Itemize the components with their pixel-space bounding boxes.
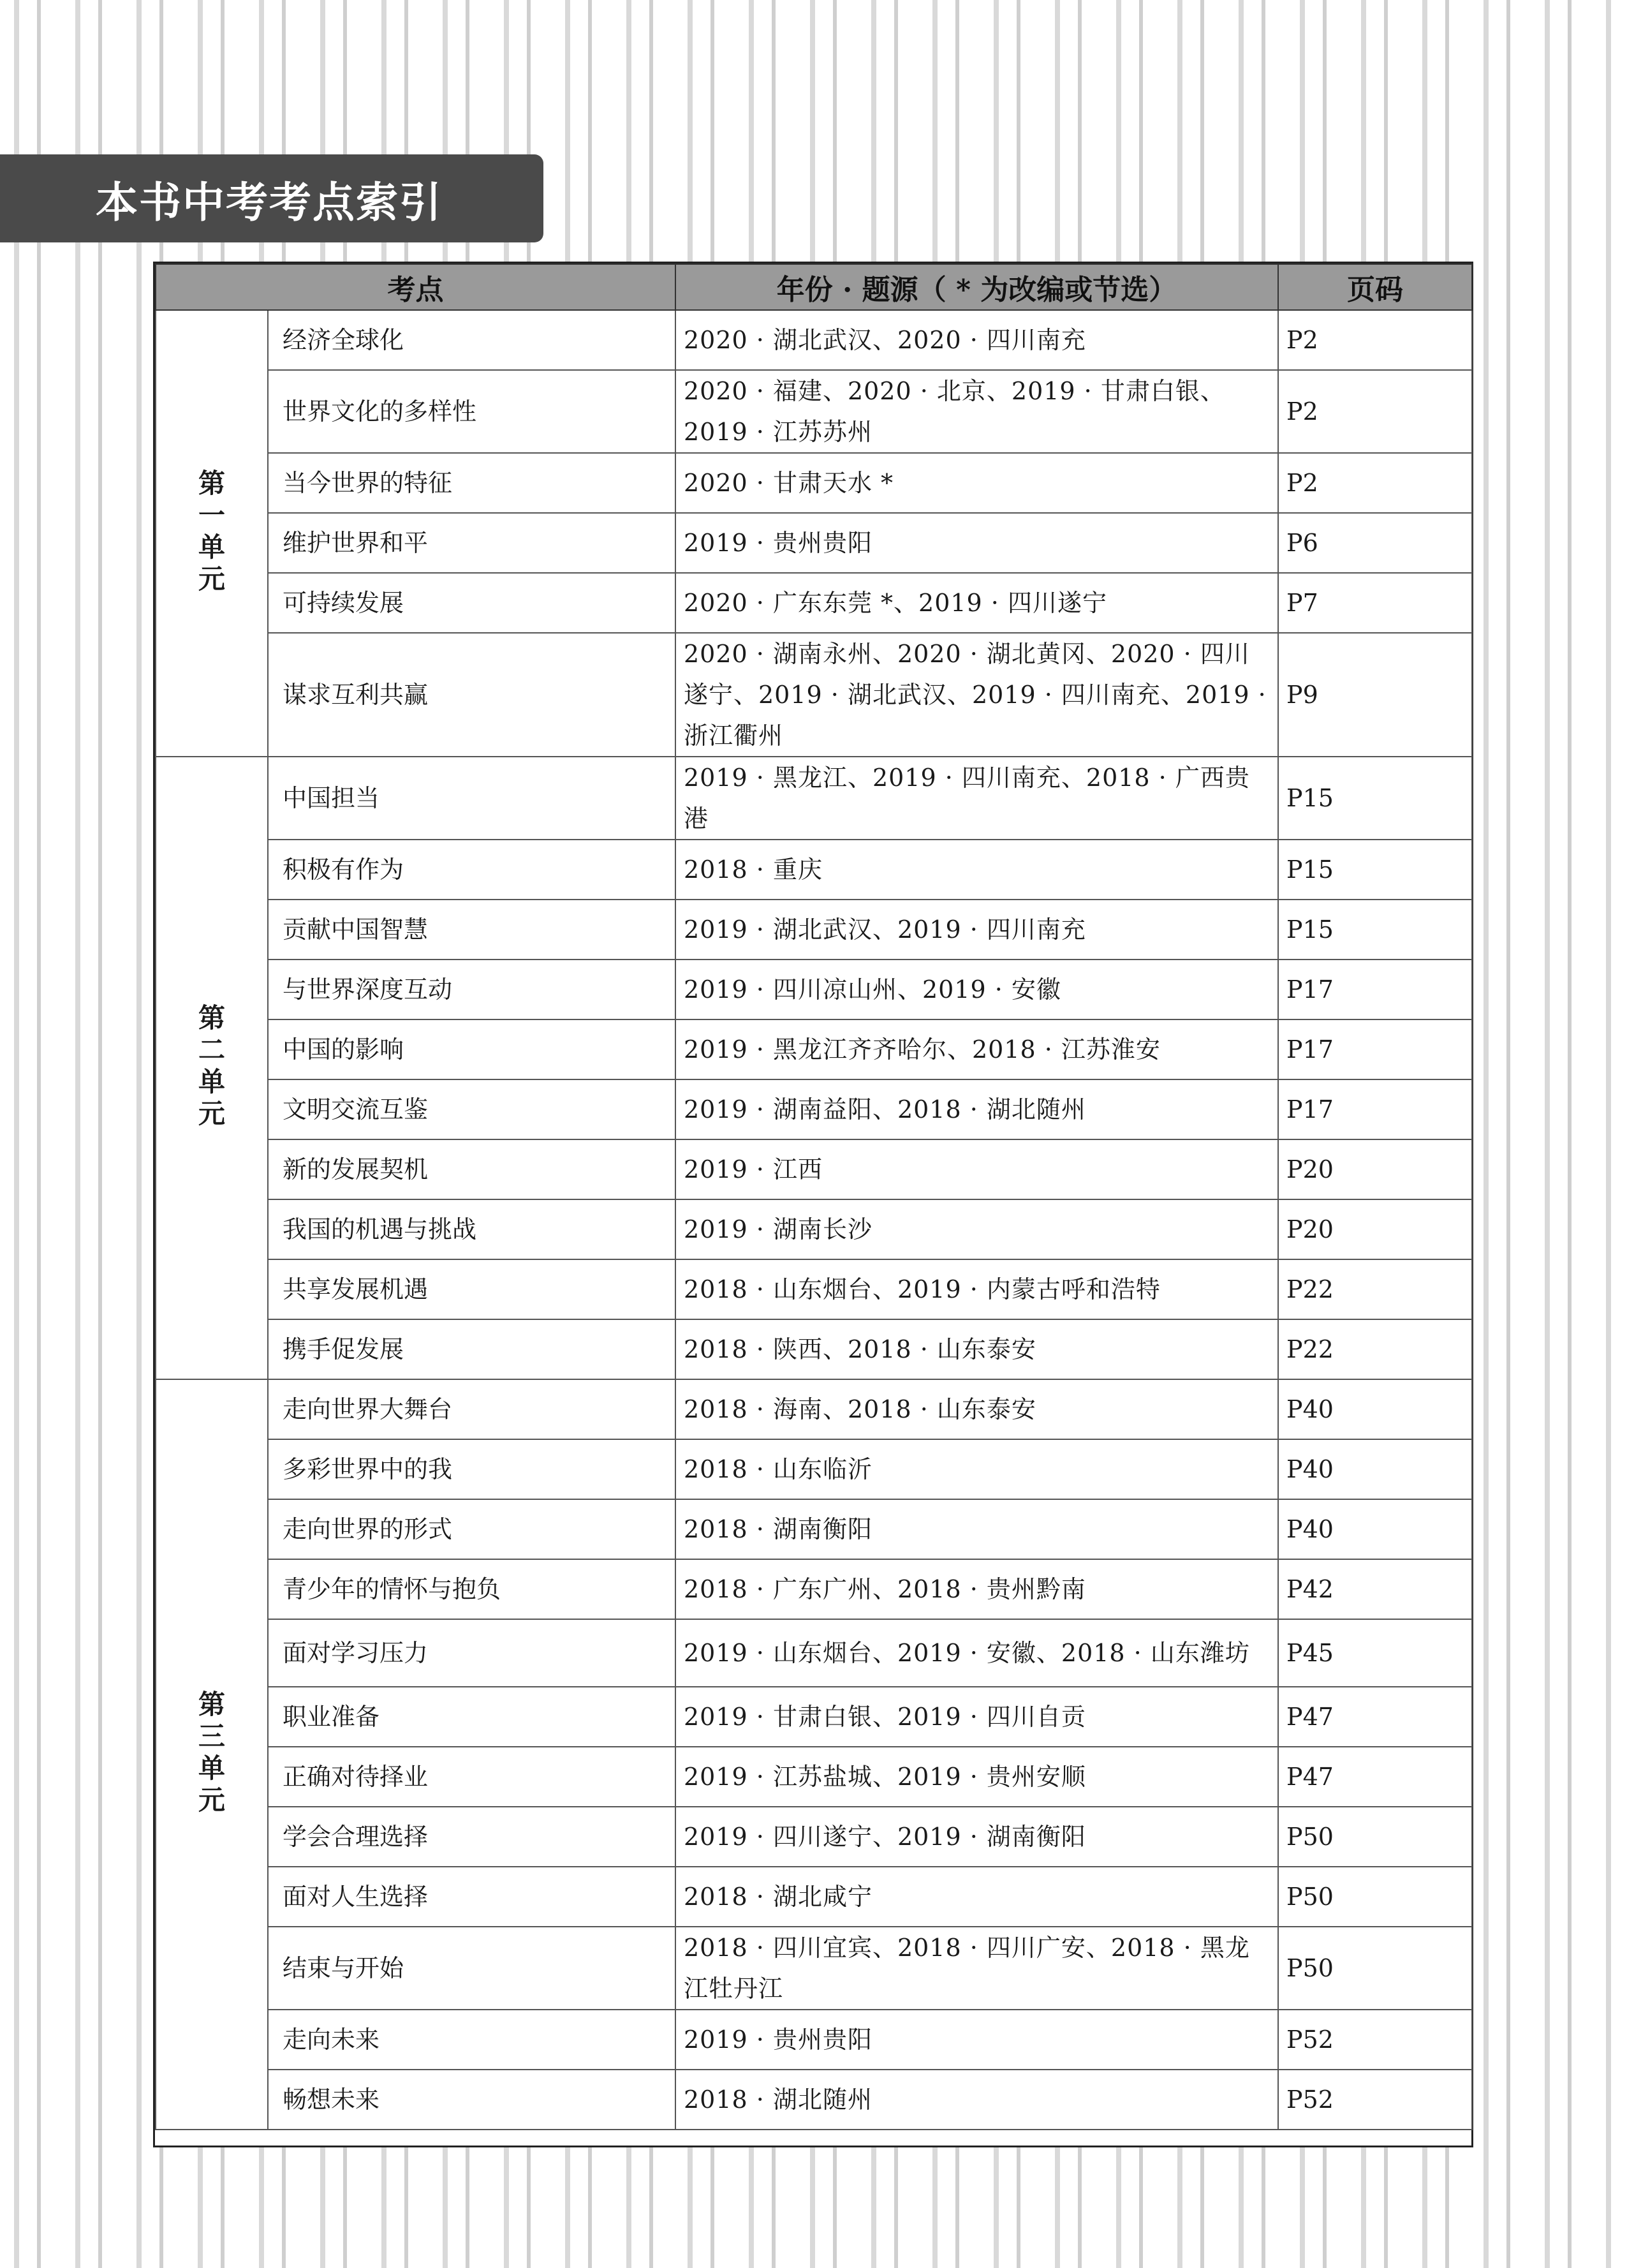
page-cell: P2 <box>1278 310 1472 370</box>
table-row <box>156 1079 1472 1139</box>
page-cell: P47 <box>1278 1687 1472 1747</box>
source-cell: 2019 · 湖南益阳、2018 · 湖北随州 <box>675 1079 1278 1139</box>
source-cell: 2018 · 陕西、2018 · 山东泰安 <box>675 1319 1278 1379</box>
source-cell: 2020 · 湖南永州、2020 · 湖北黄冈、2020 · 四川遂宁、2019 · 湖北武汉、2019 · 四川南充、2019 · 浙江衢州 <box>675 633 1278 757</box>
table-row <box>156 633 1472 757</box>
source-cell: 2018 · 重庆 <box>675 840 1278 900</box>
source-cell: 2019 · 甘肃白银、2019 · 四川自贡 <box>675 1687 1278 1747</box>
source-cell: 2020 · 福建、2020 · 北京、2019 · 甘肃白银、2019 · 江苏苏州 <box>675 370 1278 453</box>
point-cell: 走向未来 <box>268 2010 675 2070</box>
point-cell: 走向世界的形式 <box>268 1499 675 1559</box>
point-cell: 贡献中国智慧 <box>268 900 675 960</box>
header-page: 页码 <box>1278 264 1472 310</box>
page-cell: P15 <box>1278 840 1472 900</box>
index-table <box>155 263 1473 2130</box>
source-cell: 2020 · 湖北武汉、2020 · 四川南充 <box>675 310 1278 370</box>
point-cell: 走向世界大舞台 <box>268 1379 675 1439</box>
table-row <box>156 1139 1472 1199</box>
page-cell: P45 <box>1278 1619 1472 1687</box>
page-cell: P17 <box>1278 1019 1472 1079</box>
table-header-row <box>156 264 1472 310</box>
page-cell: P22 <box>1278 1259 1472 1319</box>
table-row <box>156 1199 1472 1259</box>
point-cell: 正确对待择业 <box>268 1747 675 1807</box>
page-cell: P40 <box>1278 1439 1472 1499</box>
table-row <box>156 310 1472 370</box>
source-cell: 2019 · 四川凉山州、2019 · 安徽 <box>675 960 1278 1019</box>
table-row <box>156 1019 1472 1079</box>
table-row <box>156 1259 1472 1319</box>
point-cell: 面对人生选择 <box>268 1867 675 1927</box>
page-cell: P50 <box>1278 1867 1472 1927</box>
page-title: 本书中考考点索引 <box>96 177 443 227</box>
source-cell: 2019 · 贵州贵阳 <box>675 2010 1278 2070</box>
point-cell: 当今世界的特征 <box>268 453 675 513</box>
point-cell: 谋求互利共赢 <box>268 633 675 757</box>
source-cell: 2019 · 江苏盐城、2019 · 贵州安顺 <box>675 1747 1278 1807</box>
table-row <box>156 1319 1472 1379</box>
table-row <box>156 1747 1472 1807</box>
source-cell: 2018 · 湖北随州 <box>675 2070 1278 2130</box>
point-cell: 学会合理选择 <box>268 1807 675 1867</box>
page-cell: P7 <box>1278 573 1472 633</box>
point-cell: 世界文化的多样性 <box>268 370 675 453</box>
point-cell: 维护世界和平 <box>268 513 675 573</box>
point-cell: 中国的影响 <box>268 1019 675 1079</box>
page-cell: P9 <box>1278 633 1472 757</box>
source-cell: 2020 · 广东东莞 *、2019 · 四川遂宁 <box>675 573 1278 633</box>
point-cell: 携手促发展 <box>268 1319 675 1379</box>
source-cell: 2019 · 山东烟台、2019 · 安徽、2018 · 山东潍坊 <box>675 1619 1278 1687</box>
table-row <box>156 1927 1472 2010</box>
table-row <box>156 960 1472 1019</box>
source-cell: 2018 · 广东广州、2018 · 贵州黔南 <box>675 1559 1278 1619</box>
table-row <box>156 453 1472 513</box>
point-cell: 文明交流互鉴 <box>268 1079 675 1139</box>
page-cell: P52 <box>1278 2010 1472 2070</box>
page-cell: P2 <box>1278 453 1472 513</box>
source-cell: 2019 · 湖北武汉、2019 · 四川南充 <box>675 900 1278 960</box>
page-cell: P52 <box>1278 2070 1472 2130</box>
table-row <box>156 1379 1472 1439</box>
source-cell: 2019 · 江西 <box>675 1139 1278 1199</box>
page-cell: P40 <box>1278 1499 1472 1559</box>
page-cell: P2 <box>1278 370 1472 453</box>
table-row <box>156 757 1472 840</box>
unit-name: 第一单元 <box>198 467 225 595</box>
table-row <box>156 370 1472 453</box>
table-row <box>156 1439 1472 1499</box>
title-banner <box>0 154 543 242</box>
unit-name: 第二单元 <box>198 1002 225 1129</box>
point-cell: 共享发展机遇 <box>268 1259 675 1319</box>
point-cell: 畅想未来 <box>268 2070 675 2130</box>
point-cell: 结束与开始 <box>268 1927 675 2010</box>
point-cell: 职业准备 <box>268 1687 675 1747</box>
point-cell: 面对学习压力 <box>268 1619 675 1687</box>
source-cell: 2018 · 湖北咸宁 <box>675 1867 1278 1927</box>
source-cell: 2019 · 黑龙江、2019 · 四川南充、2018 · 广西贵港 <box>675 757 1278 840</box>
source-cell: 2019 · 贵州贵阳 <box>675 513 1278 573</box>
page-cell: P17 <box>1278 1079 1472 1139</box>
unit-cell <box>156 757 268 1379</box>
page-cell: P22 <box>1278 1319 1472 1379</box>
page-cell: P15 <box>1278 757 1472 840</box>
source-cell: 2018 · 海南、2018 · 山东泰安 <box>675 1379 1278 1439</box>
unit-cell <box>156 1379 268 2130</box>
point-cell: 可持续发展 <box>268 573 675 633</box>
source-cell: 2019 · 四川遂宁、2019 · 湖南衡阳 <box>675 1807 1278 1867</box>
page-cell: P20 <box>1278 1199 1472 1259</box>
source-cell: 2018 · 湖南衡阳 <box>675 1499 1278 1559</box>
source-cell: 2018 · 山东烟台、2019 · 内蒙古呼和浩特 <box>675 1259 1278 1319</box>
page-cell: P50 <box>1278 1927 1472 2010</box>
table-row <box>156 513 1472 573</box>
header-source: 年份 · 题源（ * 为改编或节选） <box>675 264 1278 310</box>
table-body <box>156 310 1472 2130</box>
table-row <box>156 1619 1472 1687</box>
table-row <box>156 2010 1472 2070</box>
page-cell: P17 <box>1278 960 1472 1019</box>
table-row <box>156 1559 1472 1619</box>
table-row <box>156 1807 1472 1867</box>
page-cell: P42 <box>1278 1559 1472 1619</box>
page-cell: P6 <box>1278 513 1472 573</box>
point-cell: 积极有作为 <box>268 840 675 900</box>
unit-cell <box>156 310 268 757</box>
page-cell: P47 <box>1278 1747 1472 1807</box>
header-point: 考点 <box>156 264 675 310</box>
point-cell: 中国担当 <box>268 757 675 840</box>
page-cell: P40 <box>1278 1379 1472 1439</box>
table-row <box>156 1867 1472 1927</box>
point-cell: 多彩世界中的我 <box>268 1439 675 1499</box>
point-cell: 经济全球化 <box>268 310 675 370</box>
table-row <box>156 1499 1472 1559</box>
table-row <box>156 840 1472 900</box>
source-cell: 2019 · 湖南长沙 <box>675 1199 1278 1259</box>
page-cell: P20 <box>1278 1139 1472 1199</box>
point-cell: 新的发展契机 <box>268 1139 675 1199</box>
source-cell: 2020 · 甘肃天水 * <box>675 453 1278 513</box>
table-row <box>156 1687 1472 1747</box>
table-row <box>156 573 1472 633</box>
index-table-container <box>153 262 1473 2147</box>
page-cell: P15 <box>1278 900 1472 960</box>
table-row <box>156 900 1472 960</box>
point-cell: 青少年的情怀与抱负 <box>268 1559 675 1619</box>
point-cell: 与世界深度互动 <box>268 960 675 1019</box>
page-cell: P50 <box>1278 1807 1472 1867</box>
point-cell: 我国的机遇与挑战 <box>268 1199 675 1259</box>
source-cell: 2018 · 四川宜宾、2018 · 四川广安、2018 · 黑龙江牡丹江 <box>675 1927 1278 2010</box>
source-cell: 2018 · 山东临沂 <box>675 1439 1278 1499</box>
table-row <box>156 2070 1472 2130</box>
unit-name: 第三单元 <box>198 1688 225 1816</box>
source-cell: 2019 · 黑龙江齐齐哈尔、2018 · 江苏淮安 <box>675 1019 1278 1079</box>
